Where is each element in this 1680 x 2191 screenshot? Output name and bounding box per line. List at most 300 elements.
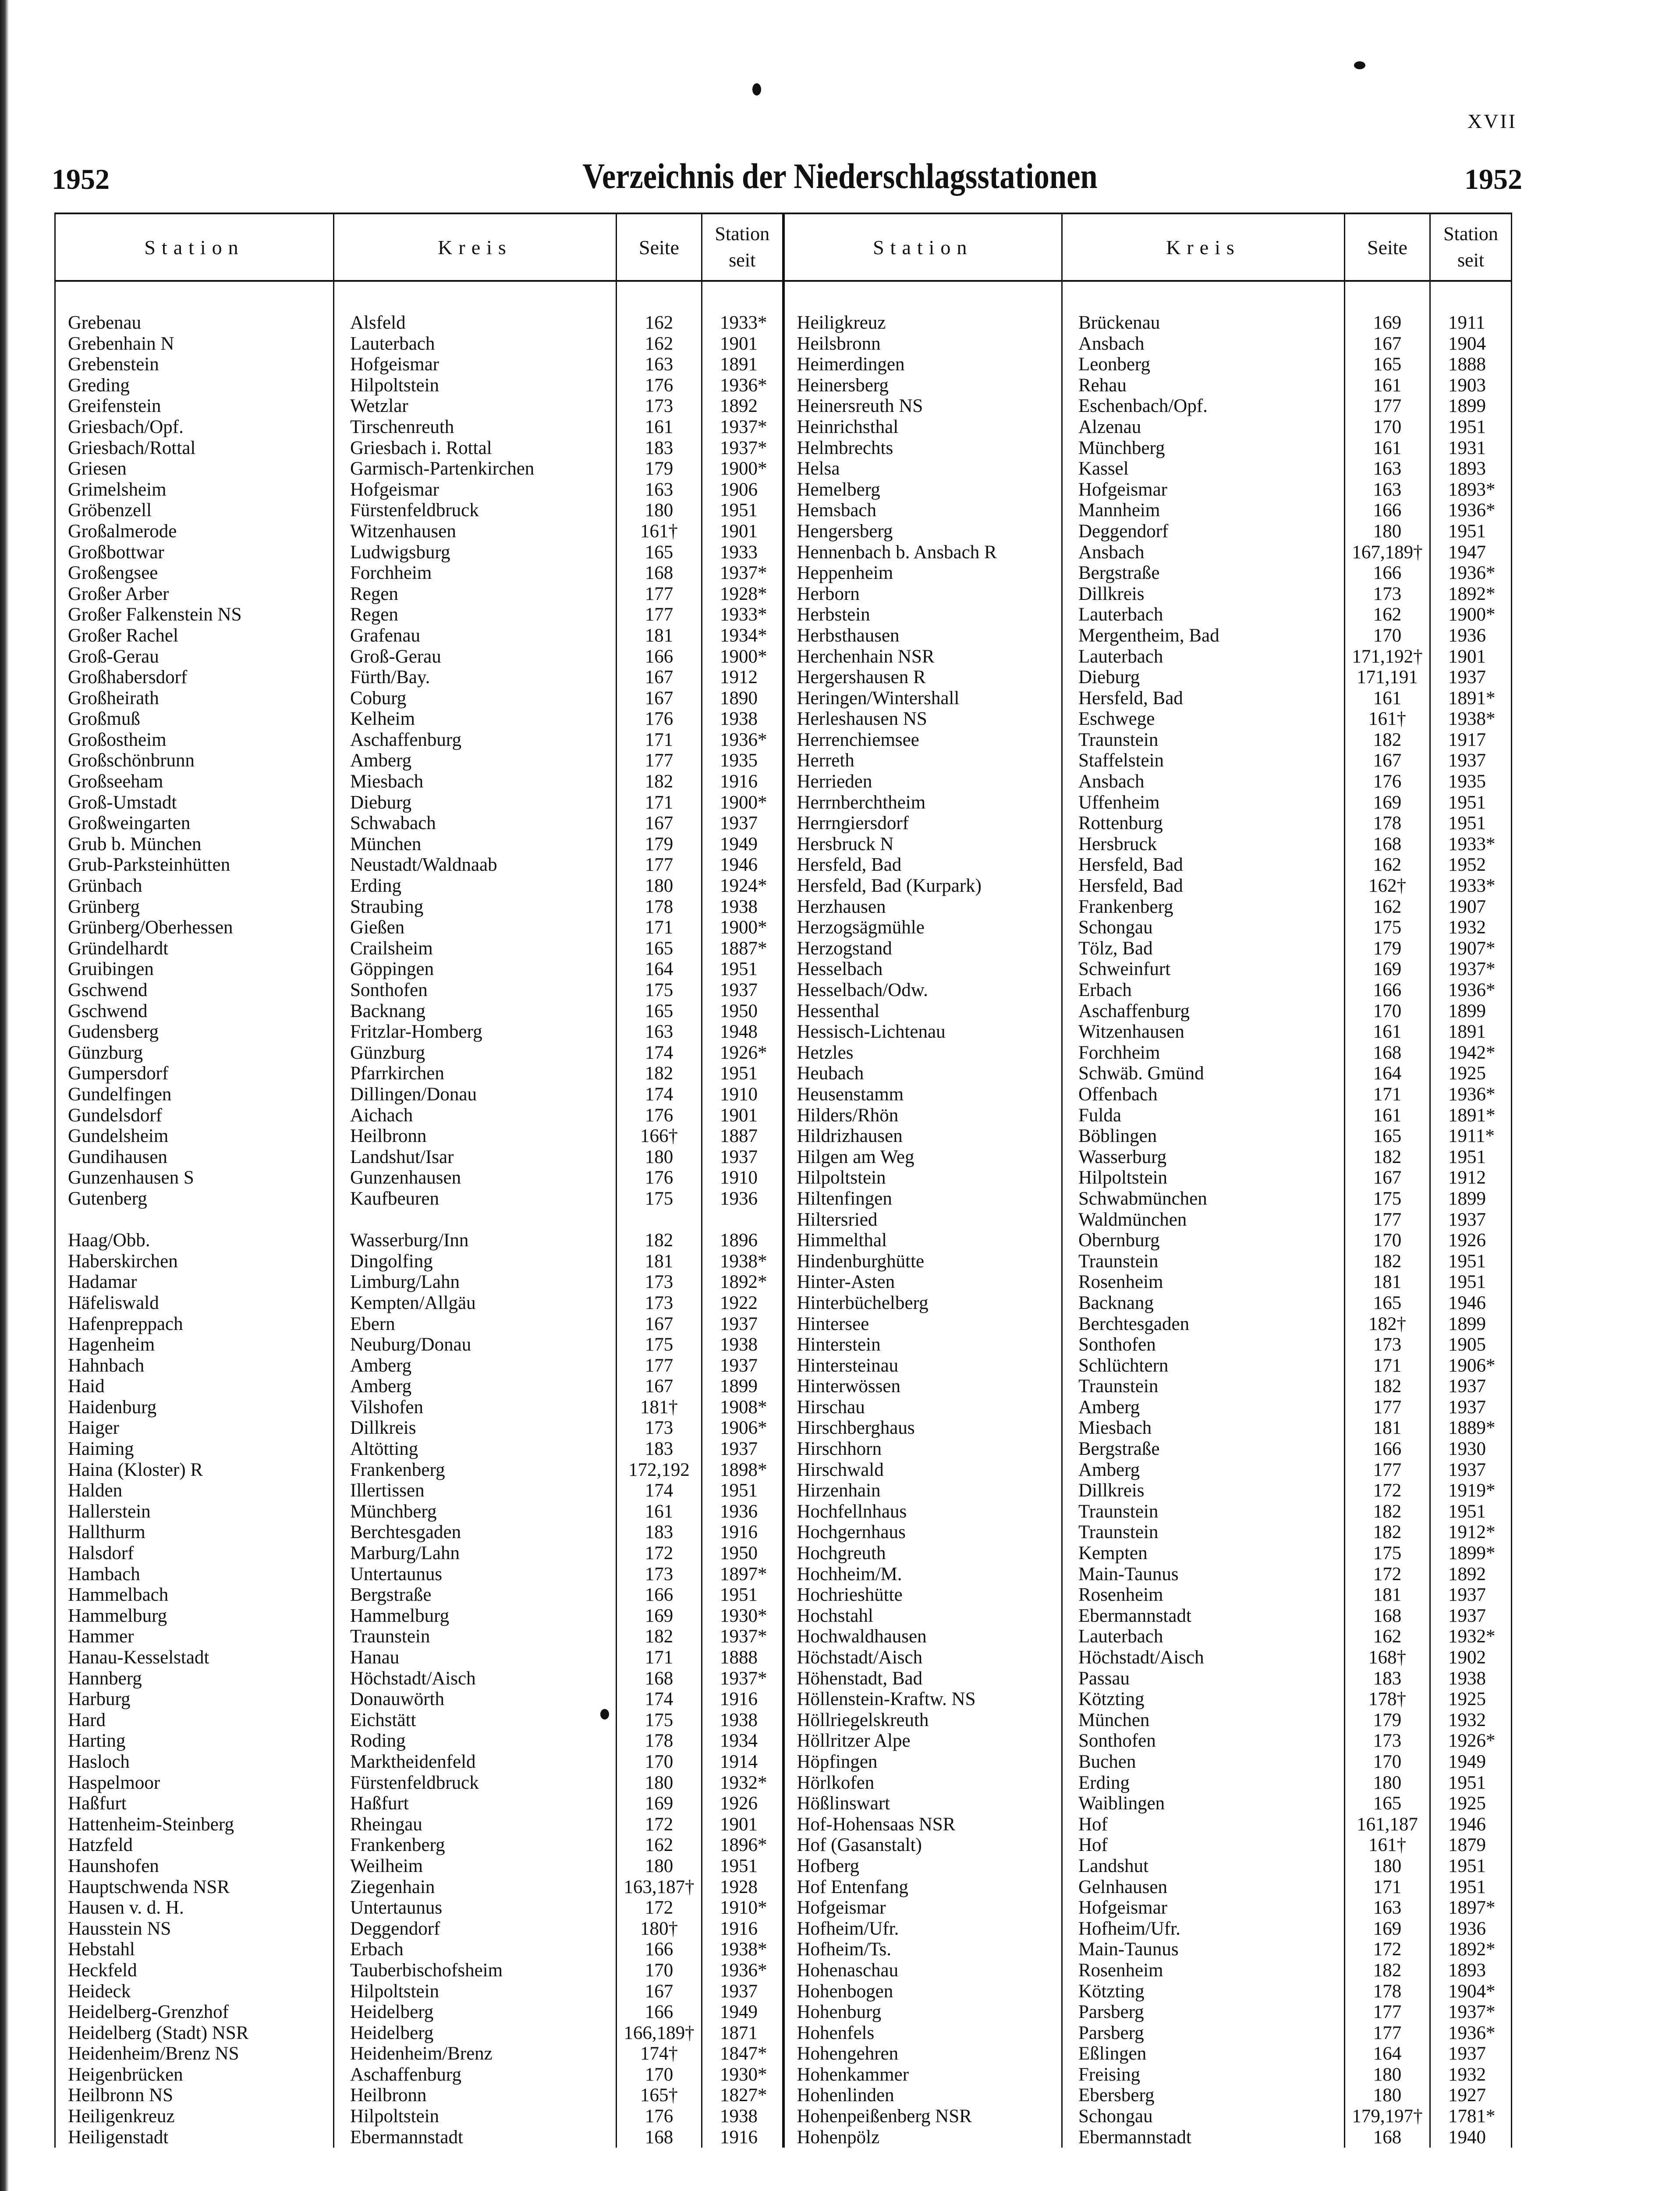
- station-name-cell: Hirschhorn: [783, 1439, 1062, 1460]
- kreis-cell: Parsberg: [1062, 2023, 1345, 2044]
- seite-cell: 177: [617, 584, 702, 605]
- kreis-cell: Buchen: [1062, 1751, 1345, 1773]
- seite-cell: 169: [1345, 312, 1430, 333]
- table-row: [55, 2106, 1512, 2127]
- station-seit-cell: 1911: [1430, 312, 1512, 333]
- station-name-cell: Hirzenhain: [783, 1480, 1062, 1501]
- seite-cell: 161: [617, 1501, 702, 1522]
- seite-cell: 161†: [1345, 709, 1430, 730]
- station-seit-cell: 1938: [702, 2106, 783, 2127]
- seite-cell: 174: [617, 1042, 702, 1064]
- station-seit-cell: 1938*: [702, 1939, 783, 1960]
- kreis-cell: Göppingen: [334, 959, 617, 980]
- seite-cell: 167,189†: [1345, 542, 1430, 563]
- station-name-cell: Höhenstadt, Bad: [783, 1668, 1062, 1689]
- station-name-cell: Herleshausen NS: [783, 709, 1062, 730]
- header-kreis-right: Kreis: [1062, 213, 1345, 281]
- station-name-cell: Himmelthal: [783, 1230, 1062, 1251]
- station-seit-cell: 1906*: [1430, 1355, 1512, 1376]
- station-name-cell: Herrnberchtheim: [783, 792, 1062, 813]
- seite-cell: 180: [617, 1147, 702, 1168]
- table-row: [55, 1355, 1512, 1376]
- station-seit-cell: 1926*: [702, 1042, 783, 1064]
- station-seit-cell: 1901: [1430, 646, 1512, 667]
- station-seit-cell: 1936: [1430, 625, 1512, 646]
- station-seit-cell: 1896: [702, 1230, 783, 1251]
- kreis-cell: Rosenheim: [1062, 1272, 1345, 1293]
- kreis-cell: Tölz, Bad: [1062, 938, 1345, 959]
- station-name-cell: Harting: [55, 1730, 334, 1751]
- station-name-cell: Hagenheim: [55, 1334, 334, 1355]
- station-name-cell: Hohenbogen: [783, 1981, 1062, 2002]
- station-seit-cell: 1933*: [702, 312, 783, 333]
- station-seit-cell: 1930: [1430, 1439, 1512, 1460]
- empty-cell: [334, 1209, 617, 1230]
- kreis-cell: Untertaunus: [334, 1564, 617, 1585]
- kreis-cell: Haßfurt: [334, 1793, 617, 1814]
- station-seit-cell: 1938: [702, 1334, 783, 1355]
- station-seit-cell: 1892: [702, 396, 783, 417]
- seite-cell: 163: [617, 354, 702, 375]
- kreis-cell: Hersfeld, Bad: [1062, 688, 1345, 709]
- station-name-cell: Hohenpeißenberg NSR: [783, 2106, 1062, 2127]
- station-name-cell: Heigenbrücken: [55, 2064, 334, 2085]
- table-row: [55, 1460, 1512, 1481]
- kreis-cell: Schwabmünchen: [1062, 1188, 1345, 1209]
- table-row: [55, 1730, 1512, 1751]
- header-seite-left: Seite: [617, 213, 702, 281]
- seite-cell: 181: [1345, 1585, 1430, 1606]
- station-name-cell: Großmuß: [55, 709, 334, 730]
- kreis-cell: Waiblingen: [1062, 1793, 1345, 1814]
- seite-cell: 180: [1345, 1856, 1430, 1877]
- seite-cell: 182: [1345, 1147, 1430, 1168]
- station-name-cell: Gundelsheim: [55, 1126, 334, 1147]
- station-name-cell: Hofgeismar: [783, 1897, 1062, 1918]
- kreis-cell: Leonberg: [1062, 354, 1345, 375]
- station-name-cell: Großhabersdorf: [55, 667, 334, 688]
- station-seit-cell: 1925: [1430, 1793, 1512, 1814]
- kreis-cell: Aschaffenburg: [334, 730, 617, 751]
- station-name-cell: Grub-Parksteinhütten: [55, 854, 334, 876]
- kreis-cell: Rheingau: [334, 1814, 617, 1835]
- seite-cell: 161,187: [1345, 1814, 1430, 1835]
- seite-cell: 161: [1345, 375, 1430, 396]
- station-seit-cell: 1938*: [702, 1251, 783, 1272]
- seite-cell: 177: [1345, 1397, 1430, 1418]
- station-name-cell: Heinersberg: [783, 375, 1062, 396]
- seite-cell: 180: [617, 876, 702, 897]
- seite-cell: 161: [1345, 1021, 1430, 1042]
- station-seit-cell: 1937: [1430, 750, 1512, 771]
- station-seit-cell: 1896*: [702, 1835, 783, 1856]
- seite-cell: 175: [617, 1710, 702, 1731]
- station-name-cell: Hannberg: [55, 1668, 334, 1689]
- station-seit-cell: 1908*: [702, 1397, 783, 1418]
- station-name-cell: Herrieden: [783, 771, 1062, 792]
- station-seit-cell: 1916: [702, 1689, 783, 1710]
- kreis-cell: Frankenberg: [1062, 897, 1345, 918]
- kreis-cell: Erding: [334, 876, 617, 897]
- station-name-cell: Groß-Umstadt: [55, 792, 334, 813]
- station-name-cell: Hasloch: [55, 1751, 334, 1773]
- station-seit-cell: 1951: [1430, 813, 1512, 834]
- table-row: [55, 1480, 1512, 1501]
- station-name-cell: Haunshofen: [55, 1856, 334, 1877]
- seite-cell: 166: [1345, 980, 1430, 1001]
- station-seit-cell: 1951: [702, 1856, 783, 1877]
- table-row: [55, 771, 1512, 792]
- station-seit-cell: 1951: [702, 500, 783, 521]
- table-row: [55, 375, 1512, 396]
- kreis-cell: Pfarrkirchen: [334, 1063, 617, 1084]
- station-seit-cell: 1951: [702, 1480, 783, 1501]
- station-seit-cell: 1926*: [1430, 1730, 1512, 1751]
- station-name-cell: Hirschwald: [783, 1460, 1062, 1481]
- header-station-right: Station: [783, 213, 1062, 281]
- kreis-cell: Rosenheim: [1062, 1960, 1345, 1981]
- seite-cell: 168: [1345, 1042, 1430, 1064]
- station-name-cell: Herzhausen: [783, 897, 1062, 918]
- kreis-cell: Ludwigsburg: [334, 542, 617, 563]
- station-seit-cell: 1951: [702, 1585, 783, 1606]
- kreis-cell: Uffenheim: [1062, 792, 1345, 813]
- table-row: [55, 2127, 1512, 2148]
- seite-cell: 167: [617, 1376, 702, 1397]
- header-kreis-left: Kreis: [334, 213, 617, 281]
- kreis-cell: Passau: [1062, 1668, 1345, 1689]
- station-name-cell: Gründelhardt: [55, 938, 334, 959]
- station-name-cell: Herrngiersdorf: [783, 813, 1062, 834]
- table-row: [55, 625, 1512, 646]
- table-row: [55, 1126, 1512, 1147]
- seite-cell: 179: [617, 834, 702, 855]
- seite-cell: 182: [617, 771, 702, 792]
- seite-cell: 183: [617, 1439, 702, 1460]
- kreis-cell: Erding: [1062, 1773, 1345, 1794]
- print-speck: [752, 83, 761, 96]
- station-name-cell: Großostheim: [55, 730, 334, 751]
- seite-cell: 177: [1345, 396, 1430, 417]
- table-row: [55, 563, 1512, 584]
- station-name-cell: Halsdorf: [55, 1543, 334, 1564]
- kreis-cell: Miesbach: [1062, 1418, 1345, 1439]
- seite-cell: 166: [617, 1939, 702, 1960]
- station-seit-cell: 1932*: [1430, 1626, 1512, 1647]
- station-seit-cell: 1871: [702, 2023, 783, 2044]
- seite-cell: 173: [617, 396, 702, 417]
- seite-cell: 171: [1345, 1084, 1430, 1105]
- kreis-cell: Heilbronn: [334, 2085, 617, 2106]
- seite-cell: 181: [1345, 1418, 1430, 1439]
- station-seit-cell: 1893: [1430, 1960, 1512, 1981]
- seite-cell: 165: [1345, 1793, 1430, 1814]
- station-name-cell: Hatzfeld: [55, 1835, 334, 1856]
- seite-cell: 178: [617, 897, 702, 918]
- seite-cell: 171: [1345, 1355, 1430, 1376]
- table-row: [55, 938, 1512, 959]
- station-name-cell: Grebenhain N: [55, 333, 334, 355]
- station-seit-cell: 1932: [1430, 1710, 1512, 1731]
- station-name-cell: Großengsee: [55, 563, 334, 584]
- kreis-cell: Ansbach: [1062, 542, 1345, 563]
- kreis-cell: Illertissen: [334, 1480, 617, 1501]
- seite-cell: 181: [617, 1251, 702, 1272]
- station-name-cell: Hildrizhausen: [783, 1126, 1062, 1147]
- station-seit-cell: 1937: [702, 1439, 783, 1460]
- kreis-cell: Hofheim/Ufr.: [1062, 1918, 1345, 1939]
- seite-cell: 178: [1345, 1981, 1430, 2002]
- station-seit-cell: 1906: [702, 479, 783, 500]
- station-name-cell: Heiligkreuz: [783, 312, 1062, 333]
- kreis-cell: Crailsheim: [334, 938, 617, 959]
- seite-cell: 173: [617, 1272, 702, 1293]
- station-seit-cell: 1937: [1430, 1585, 1512, 1606]
- station-name-cell: Hohenfels: [783, 2023, 1062, 2044]
- kreis-cell: Erbach: [1062, 980, 1345, 1001]
- seite-cell: 180: [1345, 1773, 1430, 1794]
- station-name-cell: Großer Arber: [55, 584, 334, 605]
- kreis-cell: Sonthofen: [1062, 1730, 1345, 1751]
- station-name-cell: Haag/Obb.: [55, 1230, 334, 1251]
- seite-cell: 182: [617, 1230, 702, 1251]
- kreis-cell: Schongau: [1062, 917, 1345, 938]
- station-seit-cell: 1949: [702, 2002, 783, 2023]
- kreis-cell: Traunstein: [1062, 1376, 1345, 1397]
- kreis-cell: Traunstein: [334, 1626, 617, 1647]
- station-name-cell: Herchenhain NSR: [783, 646, 1062, 667]
- kreis-cell: Vilshofen: [334, 1397, 617, 1418]
- seite-cell: 180†: [617, 1918, 702, 1939]
- kreis-cell: Amberg: [1062, 1460, 1345, 1481]
- kreis-cell: Fürstenfeldbruck: [334, 1773, 617, 1794]
- kreis-cell: Schwäb. Gmünd: [1062, 1063, 1345, 1084]
- station-seit-cell: 1937*: [1430, 2002, 1512, 2023]
- station-name-cell: Heidelberg-Grenzhof: [55, 2002, 334, 2023]
- station-name-cell: Hiltenfingen: [783, 1188, 1062, 1209]
- table-row: [55, 1564, 1512, 1585]
- seite-cell: 166,189†: [617, 2023, 702, 2044]
- kreis-cell: Garmisch-Partenkirchen: [334, 458, 617, 479]
- station-name-cell: Hochwaldhausen: [783, 1626, 1062, 1647]
- table-row: [55, 813, 1512, 834]
- station-seit-cell: 1900*: [702, 917, 783, 938]
- table-row: [55, 396, 1512, 417]
- station-name-cell: Hochgernhaus: [783, 1522, 1062, 1543]
- station-name-cell: Herzogsägmühle: [783, 917, 1062, 938]
- station-name-cell: Hadamar: [55, 1272, 334, 1293]
- station-seit-cell: 1937*: [702, 438, 783, 459]
- kreis-cell: Berchtesgaden: [334, 1522, 617, 1543]
- station-name-cell: Heidelberg (Stadt) NSR: [55, 2023, 334, 2044]
- table-row: [55, 750, 1512, 771]
- station-seit-cell: 1888: [702, 1647, 783, 1668]
- table-row: [55, 1001, 1512, 1022]
- station-seit-cell: 1932: [1430, 2064, 1512, 2085]
- station-name-cell: Hinterwössen: [783, 1376, 1062, 1397]
- seite-cell: 163,187†: [617, 1877, 702, 1898]
- table-row: [55, 458, 1512, 479]
- kreis-cell: Wasserburg: [1062, 1147, 1345, 1168]
- station-name-cell: Häfeliswald: [55, 1293, 334, 1314]
- kreis-cell: Hilpoltstein: [334, 2106, 617, 2127]
- kreis-cell: Kötzting: [1062, 1689, 1345, 1710]
- kreis-cell: Kötzting: [1062, 1981, 1345, 2002]
- station-seit-cell: 1934: [702, 1730, 783, 1751]
- kreis-cell: Hofgeismar: [1062, 1897, 1345, 1918]
- kreis-cell: Hersfeld, Bad: [1062, 854, 1345, 876]
- table-row: [55, 1021, 1512, 1042]
- seite-cell: 162: [617, 1835, 702, 1856]
- seite-cell: 180: [617, 500, 702, 521]
- station-seit-cell: 1904*: [1430, 1981, 1512, 2002]
- kreis-cell: Heidelberg: [334, 2023, 617, 2044]
- table-row: [55, 1668, 1512, 1689]
- station-name-cell: Hochfellnhaus: [783, 1501, 1062, 1522]
- station-name-cell: Gundihausen: [55, 1147, 334, 1168]
- spacer-cell: [334, 281, 617, 312]
- table-row: [55, 1814, 1512, 1835]
- kreis-cell: Amberg: [334, 1355, 617, 1376]
- seite-cell: 178: [1345, 813, 1430, 834]
- seite-cell: 171,192†: [1345, 646, 1430, 667]
- station-name-cell: Hennenbach b. Ansbach R: [783, 542, 1062, 563]
- kreis-cell: Dillkreis: [1062, 1480, 1345, 1501]
- station-name-cell: Hößlinswart: [783, 1793, 1062, 1814]
- station-seit-cell: 1949: [702, 834, 783, 855]
- kreis-cell: Parsberg: [1062, 2002, 1345, 2023]
- table-row: [55, 1960, 1512, 1981]
- seite-cell: 165: [1345, 1293, 1430, 1314]
- station-name-cell: Hengersberg: [783, 521, 1062, 542]
- table-row: [55, 646, 1512, 667]
- seite-cell: 178: [617, 1730, 702, 1751]
- station-name-cell: Hof (Gasanstalt): [783, 1835, 1062, 1856]
- table-row: [55, 584, 1512, 605]
- station-name-cell: Hirschau: [783, 1397, 1062, 1418]
- kreis-cell: Münchberg: [1062, 438, 1345, 459]
- kreis-cell: Hofgeismar: [1062, 479, 1345, 500]
- station-seit-cell: 1901: [702, 1105, 783, 1126]
- station-name-cell: Hofheim/Ufr.: [783, 1918, 1062, 1939]
- station-seit-cell: 1900*: [702, 646, 783, 667]
- seite-cell: 162: [617, 333, 702, 355]
- station-seit-cell: 1937: [1430, 667, 1512, 688]
- seite-cell: 180: [1345, 521, 1430, 542]
- station-name-cell: Harburg: [55, 1689, 334, 1710]
- seite-cell: 166: [1345, 563, 1430, 584]
- station-name-cell: Hörlkofen: [783, 1773, 1062, 1794]
- kreis-cell: Ansbach: [1062, 333, 1345, 355]
- seite-cell: 168: [1345, 2127, 1430, 2148]
- seite-cell: 168†: [1345, 1647, 1430, 1668]
- station-name-cell: Hersfeld, Bad: [783, 854, 1062, 876]
- station-seit-cell: 1917: [1430, 730, 1512, 751]
- kreis-cell: Eßlingen: [1062, 2043, 1345, 2064]
- kreis-cell: Hilpoltstein: [334, 1981, 617, 2002]
- kreis-cell: Marktheidenfeld: [334, 1751, 617, 1773]
- table-row: [55, 1439, 1512, 1460]
- seite-cell: 176: [617, 2106, 702, 2127]
- kreis-cell: Dillkreis: [334, 1418, 617, 1439]
- station-name-cell: Hebstahl: [55, 1939, 334, 1960]
- station-seit-cell: 1951: [702, 1063, 783, 1084]
- table-row: [55, 1751, 1512, 1773]
- station-name-cell: Höpfingen: [783, 1751, 1062, 1773]
- kreis-cell: Kempten: [1062, 1543, 1345, 1564]
- station-seit-cell: 1902: [1430, 1647, 1512, 1668]
- seite-cell: 165: [1345, 354, 1430, 375]
- table-row: [55, 709, 1512, 730]
- station-seit-cell: 1935: [1430, 771, 1512, 792]
- station-seit-cell: 1924*: [702, 876, 783, 897]
- table-row: [55, 2002, 1512, 2023]
- table-row: [55, 1585, 1512, 1606]
- station-name-cell: Heimerdingen: [783, 354, 1062, 375]
- table-row: [55, 917, 1512, 938]
- kreis-cell: Fürth/Bay.: [334, 667, 617, 688]
- kreis-cell: Schongau: [1062, 2106, 1345, 2127]
- seite-cell: 170: [1345, 625, 1430, 646]
- station-seit-cell: 1937: [702, 1981, 783, 2002]
- station-name-cell: Heusenstamm: [783, 1084, 1062, 1105]
- table-row: [55, 354, 1512, 375]
- station-name-cell: Hallerstein: [55, 1501, 334, 1522]
- station-name-cell: Grub b. München: [55, 834, 334, 855]
- station-name-cell: Hammelburg: [55, 1606, 334, 1627]
- station-name-cell: Helmbrechts: [783, 438, 1062, 459]
- kreis-cell: Schlüchtern: [1062, 1355, 1345, 1376]
- kreis-cell: Ziegenhain: [334, 1877, 617, 1898]
- station-seit-cell: 1900*: [1430, 604, 1512, 625]
- station-seit-cell: 1946: [1430, 1814, 1512, 1835]
- station-name-cell: Grünbach: [55, 876, 334, 897]
- station-name-cell: Herrenchiemsee: [783, 730, 1062, 751]
- station-seit-cell: 1936*: [702, 375, 783, 396]
- station-name-cell: Heiligenkreuz: [55, 2106, 334, 2127]
- table-row: [55, 542, 1512, 563]
- kreis-cell: Heidelberg: [334, 2002, 617, 2023]
- station-seit-cell: 1940: [1430, 2127, 1512, 2148]
- station-seit-cell: 1879: [1430, 1835, 1512, 1856]
- station-name-cell: Hemelberg: [783, 479, 1062, 500]
- table-row: [55, 1063, 1512, 1084]
- kreis-cell: Hammelburg: [334, 1606, 617, 1627]
- seite-cell: 166: [617, 2002, 702, 2023]
- station-seit-cell: 1899: [702, 1376, 783, 1397]
- station-name-cell: Heideck: [55, 1981, 334, 2002]
- station-seit-cell: 1948: [702, 1021, 783, 1042]
- station-name-cell: Halden: [55, 1480, 334, 1501]
- table-row: [55, 854, 1512, 876]
- station-name-cell: Heubach: [783, 1063, 1062, 1084]
- station-name-cell: Großbottwar: [55, 542, 334, 563]
- station-name-cell: Hochstahl: [783, 1606, 1062, 1627]
- seite-cell: 161: [617, 417, 702, 438]
- page-title: Verzeichnis der Niederschlagsstationen: [582, 156, 1098, 196]
- seite-cell: 170: [1345, 1230, 1430, 1251]
- station-name-cell: Gschwend: [55, 980, 334, 1001]
- station-seit-cell: 1937: [1430, 1397, 1512, 1418]
- seite-cell: 163: [1345, 458, 1430, 479]
- station-seit-cell: 1936*: [1430, 500, 1512, 521]
- spacer-cell: [1345, 281, 1430, 312]
- station-seit-cell: 1938: [1430, 1668, 1512, 1689]
- table-row: [55, 1105, 1512, 1126]
- empty-cell: [617, 1209, 702, 1230]
- seite-cell: 167: [1345, 333, 1430, 355]
- station-seit-cell: 1938*: [1430, 709, 1512, 730]
